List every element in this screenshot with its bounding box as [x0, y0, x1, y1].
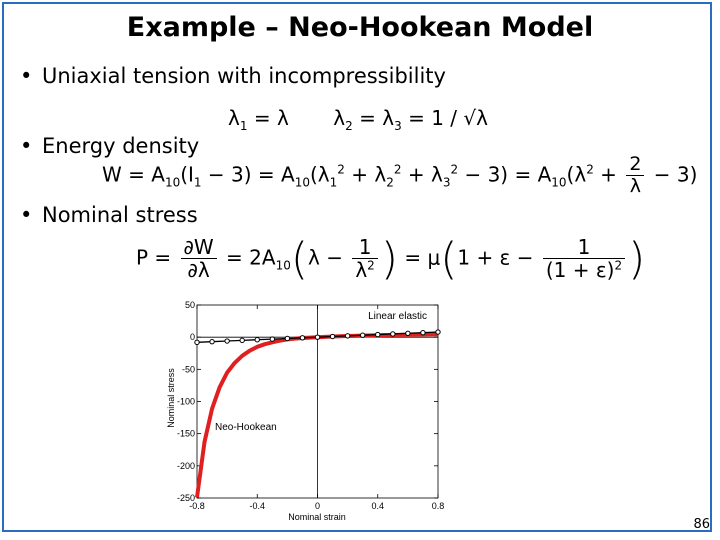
linear-elastic-point — [225, 339, 229, 343]
x-tick-label: 0.4 — [371, 501, 385, 511]
slide-title: Example – Neo-Hookean Model — [126, 12, 594, 43]
stretch-equations: $\lambda_1 = \lambda$ $\lambda_2 = \lambda_3 = 1 / √\lambda$ — [228, 106, 488, 133]
y-tick-label: 50 — [184, 300, 195, 310]
linear-elastic-point — [406, 331, 410, 335]
neo-hookean-label: Neo-Hookean — [215, 422, 277, 433]
linear-elastic-point — [345, 334, 349, 338]
x-tick-label: -0.8 — [189, 501, 205, 511]
y-tick-label: -250 — [176, 493, 195, 503]
bullet-text: Nominal stress — [42, 203, 198, 227]
linear-elastic-point — [195, 340, 199, 344]
nominal-stress-equation: P = $\frac{\partial W}{\partial\lambda}$ = $2A_{10}(\lambda$ − $\frac{1}{\lambda^2}$ ) = μ(1 + ε − $\frac{1}{(1 + \varepsilon)^2}$ ) — [136, 233, 646, 285]
linear-elastic-point — [436, 330, 440, 334]
linear-elastic-point — [270, 337, 274, 341]
axis-ticks — [177, 300, 444, 511]
linear-elastic-point — [285, 336, 289, 340]
x-tick-label: -0.4 — [249, 501, 266, 511]
y-tick-label: -150 — [176, 428, 195, 439]
x-axis-label: Nominal strain — [288, 512, 346, 522]
page-number: 86 — [693, 517, 710, 532]
linear-elastic-point — [360, 333, 364, 337]
y-tick-label: -100 — [176, 396, 195, 407]
bullet-marker: • — [20, 203, 33, 227]
x-tick-label: 0 — [314, 501, 321, 511]
y-tick-label: -50 — [181, 364, 195, 375]
energy-density-equation: $W = A_{10}(I_1 - 3) = A_{10}(\lambda_1^2 + \lambda_2^2 + \lambda_3^2 - 3) = A_{10}(\lambda^2$ + $\frac{2}{\lambda}$ − 3) — [102, 153, 698, 197]
linear-elastic-point — [300, 336, 304, 340]
bullet-text: Uniaxial tension with incompressibility — [42, 64, 446, 88]
y-tick-label: 0 — [189, 332, 195, 343]
y-tick-label: -200 — [176, 460, 195, 471]
linear-elastic-point — [315, 335, 319, 339]
linear-elastic-point — [330, 334, 334, 338]
linear-elastic-point — [421, 330, 425, 334]
linear-elastic-point — [210, 339, 214, 343]
bullet-marker: • — [20, 64, 33, 88]
y-axis-label: Nominal stress — [166, 368, 176, 428]
x-tick-label: 0.8 — [431, 501, 445, 511]
linear-elastic-point — [240, 338, 244, 342]
linear-elastic-point — [391, 332, 395, 336]
linear-elastic-label: Linear elastic — [368, 311, 427, 322]
bullet-marker: • — [20, 134, 33, 158]
linear-elastic-point — [376, 332, 380, 336]
bullet-text: Energy density — [42, 134, 200, 158]
linear-elastic-point — [255, 338, 259, 342]
